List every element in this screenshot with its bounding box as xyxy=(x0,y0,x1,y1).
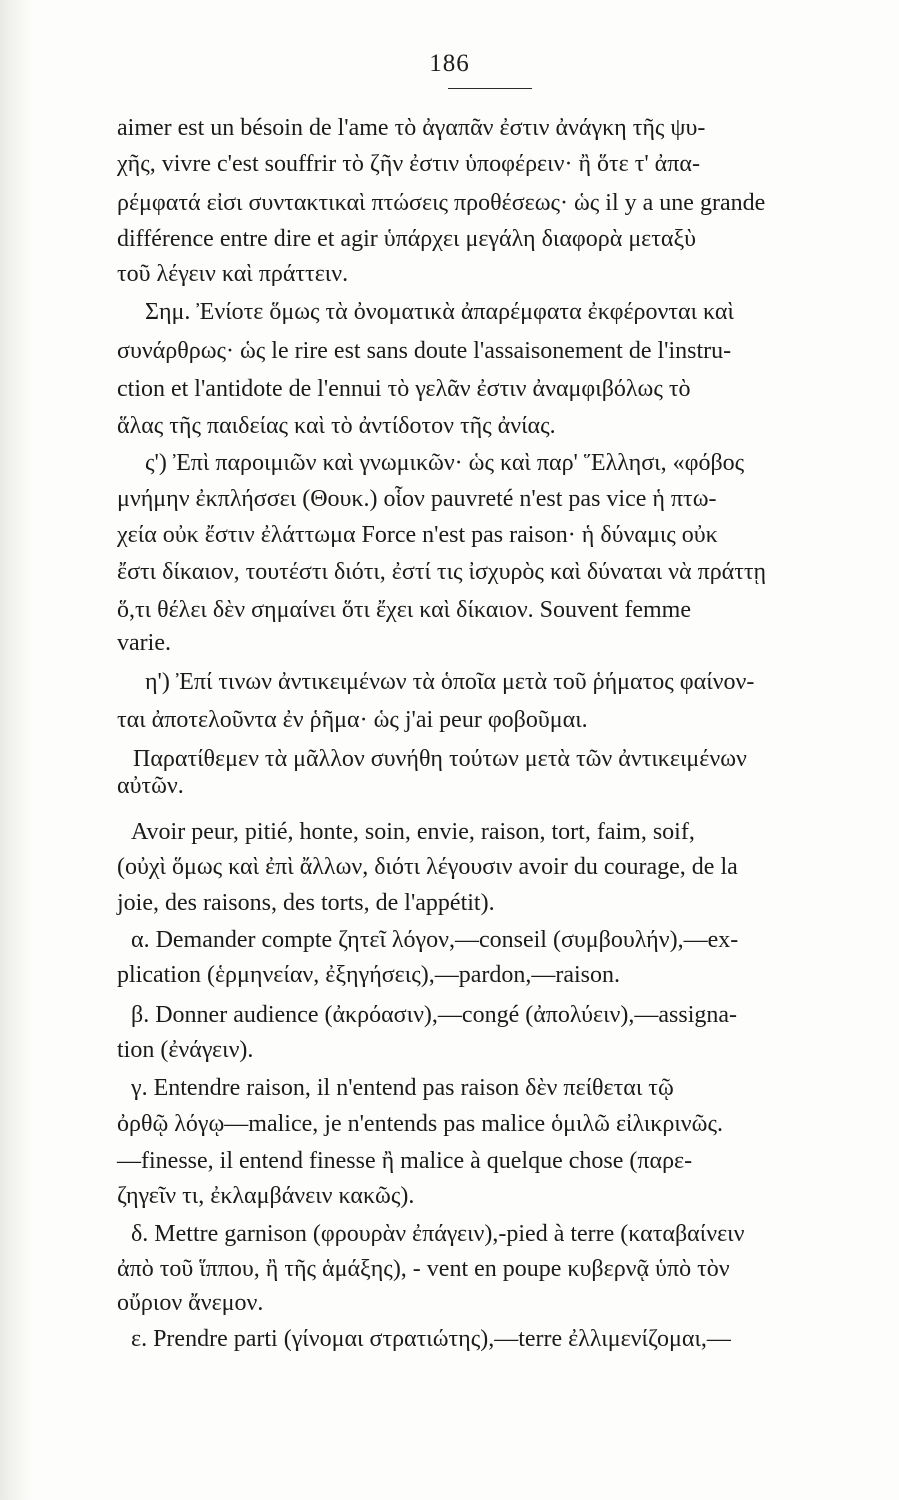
text-line: η') Ἐπί τινων ἀντικειμένων τὰ ὁποῖα μετὰ τοῦ ῥήματος φαίνον- xyxy=(145,669,755,695)
text-line: varie. xyxy=(117,630,171,656)
text-line: χῆς, vivre c'est souffrir τὸ ζῆν ἐστιν ὑποφέρειν· ἢ ὅτε τ' ἀπα- xyxy=(117,151,700,177)
text-line: tion (ἐνάγειν). xyxy=(117,1037,254,1063)
text-line: aimer est un bésoin de l'ame τὸ ἀγαπᾶν ἐστιν ἀνάγκη τῆς ψυ- xyxy=(117,115,706,141)
text-line: Παρατίθεμεν τὰ μᾶλλον συνήθη τούτων μετὰ τῶν ἀντικειμένων xyxy=(133,746,747,772)
text-line: (οὐχὶ ὅμως καὶ ἐπὶ ἄλλων, διότι λέγουσιν avoir du courage, de la xyxy=(117,854,738,880)
text-line: α. Demander compte ζητεῖ λόγον,—conseil (συμβουλήν),—ex- xyxy=(131,927,739,953)
text-line: χεία οὐκ ἔστιν ἐλάττωμα Force n'est pas raison· ἡ δύναμις οὐκ xyxy=(117,522,718,548)
text-line: ρέμφατά εἰσι συντακτικαὶ πτώσεις προθέσεως· ὡς il y a une grande xyxy=(117,190,766,216)
text-line: plication (ἑρμηνείαν, ἐξηγήσεις),—pardon,—raison. xyxy=(117,962,621,988)
text-line: —finesse, il entend finesse ἢ malice à quelque chose (παρε- xyxy=(117,1148,693,1174)
text-line: ἔστι δίκαιον, τουτέστι διότι, ἐστί τις ἰσχυρὸς καὶ δύναται νὰ πράττῃ xyxy=(117,559,767,585)
page-number: 186 xyxy=(429,50,470,77)
text-line: ὅ,τι θέλει δὲν σημαίνει ὅτι ἔχει καὶ δίκαιον. Souvent femme xyxy=(117,597,691,623)
text-line: ε. Prendre parti (γίνομαι στρατιώτης),—terre ἐλλιμενίζομαι,— xyxy=(131,1326,731,1352)
text-line: ction et l'antidote de l'ennui τὸ γελᾶν ἐστιν ἀναμφιβόλως τὸ xyxy=(117,376,691,402)
text-line: δ. Mettre garnison (φρουρὰν ἐπάγειν),-pied à terre (καταβαίνειν xyxy=(131,1221,745,1247)
text-line: ζηγεῖν τι, ἐκλαμβάνειν κακῶς). xyxy=(117,1183,415,1209)
text-line: οὔριον ἄνεμον. xyxy=(117,1290,264,1316)
page-gutter-shadow xyxy=(0,0,34,1500)
text-line: ται ἀποτελοῦντα ἐν ῥῆμα· ὡς j'ai peur φοβοῦμαι. xyxy=(117,707,588,733)
text-line: μνήμην ἐκπλήσσει (Θουκ.) οἷον pauvreté n'est pas vice ἡ πτω- xyxy=(117,486,717,512)
text-line: β. Donner audience (ἀκρόασιν),—congé (ἀπολύειν),—assigna- xyxy=(131,1002,738,1028)
text-line: différence entre dire et agir ὑπάρχει μεγάλη διαφορὰ μεταξὺ xyxy=(117,226,697,252)
text-line: συνάρθρως· ὡς le rire est sans doute l'assaisonement de l'instru- xyxy=(117,338,732,364)
text-line: ἀπὸ τοῦ ἵππου, ἢ τῆς ἁμάξης), - vent en poupe κυβερνᾷ ὑπὸ τὸν xyxy=(117,1256,730,1282)
text-line: Σημ. Ἐνίοτε ὅμως τὰ ὀνοματικὰ ἀπαρέμφατα ἐκφέρονται καὶ xyxy=(145,299,734,325)
text-line: γ. Entendre raison, il n'entend pas raison δὲν πείθεται τῷ xyxy=(131,1075,674,1101)
text-line: ς') Ἐπὶ παροιμιῶν καὶ γνωμικῶν· ὡς καὶ παρ' Ἕλλησι, «φόβος xyxy=(145,450,745,476)
text-line: αὐτῶν. xyxy=(117,773,184,799)
text-line: τοῦ λέγειν καὶ πράττειν. xyxy=(117,261,349,287)
text-line: Avoir peur, pitié, honte, soin, envie, raison, tort, faim, soif, xyxy=(131,819,695,845)
text-line: joie, des raisons, des torts, de l'appétit). xyxy=(117,890,495,916)
page-number-rule xyxy=(448,88,532,89)
text-line: ἅλας τῆς παιδείας καὶ τὸ ἀντίδοτον τῆς ἀνίας. xyxy=(117,413,556,439)
text-line: ὀρθῷ λόγῳ—malice, je n'entends pas malice ὁμιλῶ εἰλικρινῶς. xyxy=(117,1111,723,1137)
